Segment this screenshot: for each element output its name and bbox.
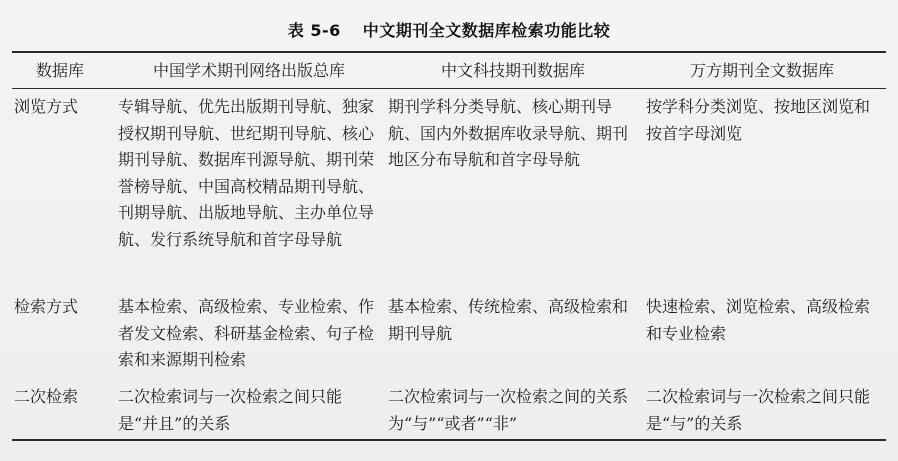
cell-browse-cstj: 期刊学科分类导航、核心期刊导航、国内外数据库收录导航、期刊地区分布导航和首字母导航	[388, 97, 629, 169]
cell-search-wanfang: 快速检索、浏览检索、高级检索和专业检索	[646, 297, 871, 343]
cell-secondary-wanfang: 二次检索词与一次检索之间只能是“与”的关系	[646, 387, 871, 433]
column-header-wanfang: 万方期刊全文数据库	[689, 61, 834, 80]
cell-browse-cnki: 专辑导航、优先出版期刊导航、独家授权期刊导航、世纪期刊导航、核心期刊导航、数据库刊源导航、期刊荣誉榜导航、中国高校精品期刊导航、刊期导航、出版地导航、主办单位导航、发行系统导航和首字母导航	[118, 97, 375, 249]
table-bottom-rule	[12, 439, 886, 441]
table-title: 中文期刊全文数据库检索功能比较	[362, 21, 611, 40]
cell-secondary-cstj: 二次检索词与一次检索之间的关系为“与”“或者”“非”	[388, 387, 629, 433]
column-header-database: 数据库	[35, 61, 84, 80]
column-header-cnki: 中国学术期刊网络出版总库	[152, 61, 345, 80]
row-label-secondary-search: 二次检索	[14, 387, 79, 406]
row-label-search: 检索方式	[14, 297, 79, 316]
cell-secondary-cnki: 二次检索词与一次检索之间只能是“并且”的关系	[118, 387, 343, 433]
table-number: 表 5-6	[287, 21, 341, 40]
column-header-cstj: 中文科技期刊数据库	[440, 61, 585, 80]
cell-search-cnki: 基本检索、高级检索、专业检索、作者发文检索、科研基金检索、句子检索和来源期刊检索	[118, 297, 375, 369]
cell-browse-wanfang: 按学科分类浏览、按地区浏览和按首字母浏览	[646, 97, 871, 143]
table-header-rule	[12, 88, 886, 89]
table-top-rule	[12, 51, 886, 53]
row-label-browse: 浏览方式	[14, 97, 79, 116]
table-caption	[0, 18, 898, 41]
cell-search-cstj: 基本检索、传统检索、高级检索和期刊导航	[388, 297, 629, 343]
